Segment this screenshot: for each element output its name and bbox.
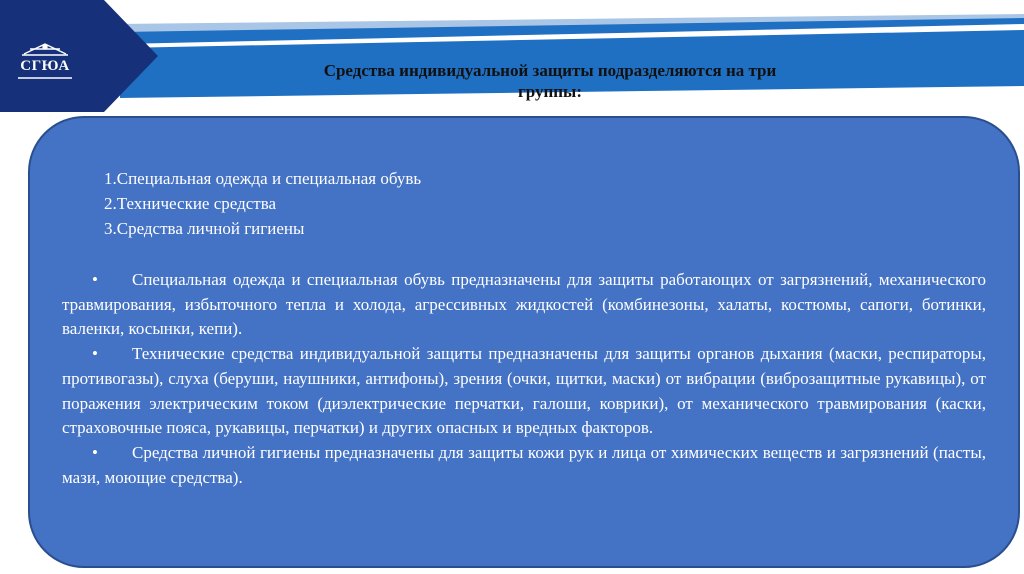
logo-block [0, 0, 160, 112]
bullet-text: Средства личной гигиены предназначены для защиты кожи рук и лица от химических веществ и загрязнений (пасты, мази, моющие средства). [62, 442, 986, 487]
group-item: 1.Специальная одежда и специальная обувь [104, 169, 422, 188]
bullet-item [62, 441, 986, 490]
title-line-2: группы: [518, 82, 582, 101]
group-item: 3.Средства личной гигиены [104, 219, 305, 238]
page-title [200, 60, 900, 102]
bullet-list [62, 268, 986, 490]
bullet-mark: • [92, 344, 98, 364]
bullet-item [62, 268, 986, 342]
logo-text: СГЮА [20, 58, 70, 74]
bullet-item [62, 342, 986, 441]
bullet-text: Технические средства индивидуальной защиты предназначены для защиты органов дыхания (маски, респираторы, противогазы), слуха (беруши, наушники, антифоны), зрения (очки, щитки, маски) от вибрации (виброзащитные рукавицы), от поражения электрическим током (диэлектрические перчатки, галоши, коврики), от механического травмирования (каски, страховочные пояса, рукавицы, перчатки) и других опасных и вредных факторов. [62, 344, 986, 438]
bullet-mark: • [92, 442, 98, 462]
group-item: 2.Технические средства [104, 194, 277, 213]
logo-shape [0, 0, 160, 112]
bullet-mark: • [92, 270, 98, 289]
bullet-text: Специальная одежда и специальная обувь предназначены для защиты работающих от загрязнений, механического травмирования, избыточного тепла и холода, агрессивных жидкостей (комбинезоны, халаты, костюмы, сапоги, ботинки, валенки, косынки, кепи). [62, 270, 986, 339]
title-line-1: Средства индивидуальной защиты подразделяются на три [323, 61, 777, 80]
groups-list [104, 166, 421, 241]
